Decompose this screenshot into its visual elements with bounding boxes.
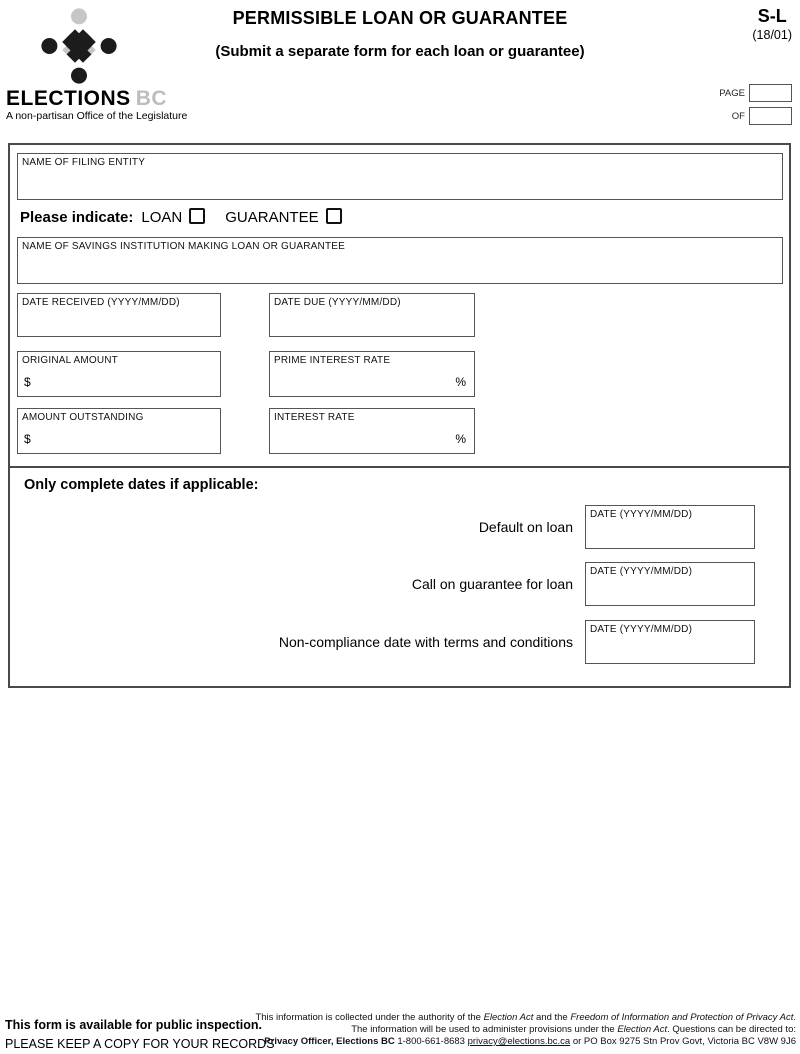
privacy-notice-line1 [255, 1012, 796, 1024]
filing-entity-field[interactable] [17, 153, 783, 200]
form-code: S-L [757, 6, 787, 26]
original-amount-field[interactable] [17, 351, 221, 397]
privacy-line1-text3: . [793, 1012, 796, 1023]
amount-outstanding-label: AMOUNT OUTSTANDING [22, 412, 144, 423]
loan-option-label: LOAN [141, 209, 183, 226]
public-inspection-note: This form is available for public inspection. [5, 1018, 262, 1032]
dates-section-heading: Only complete dates if applicable: [24, 477, 259, 493]
privacy-notice [255, 1012, 796, 1048]
call-on-guarantee-date-field[interactable] [585, 562, 755, 606]
section-divider [8, 466, 791, 468]
original-amount-label: ORIGINAL AMOUNT [22, 355, 118, 366]
prime-interest-rate-label: PRIME INTEREST RATE [274, 355, 391, 366]
keep-copy-note: PLEASE KEEP A COPY FOR YOUR RECORDS [5, 1037, 275, 1051]
page-title: PERMISSIBLE LOAN OR GUARANTEE [232, 8, 568, 28]
privacy-line1-text1: This information is collected under the authority of the [255, 1012, 484, 1023]
privacy-line2-text1: The information will be used to administer provisions under the [351, 1024, 618, 1035]
privacy-line2-text2: . Questions can be directed to: [667, 1024, 796, 1035]
amount-outstanding-currency: $ [24, 432, 31, 446]
non-compliance-date-field[interactable] [585, 620, 755, 664]
default-on-loan-date-label: DATE (YYYY/MM/DD) [590, 509, 693, 520]
filing-entity-label: NAME OF FILING ENTITY [22, 157, 146, 168]
institution-field[interactable] [17, 237, 783, 284]
date-received-label: DATE RECEIVED (YYYY/MM/DD) [22, 297, 180, 308]
guarantee-option-label: GUARANTEE [225, 209, 319, 226]
foippa-ref: Freedom of Information and Protection of Privacy Act [570, 1012, 794, 1023]
interest-rate-label: INTEREST RATE [274, 412, 355, 423]
indicate-prompt: Please indicate: [20, 209, 134, 226]
non-compliance-label: Non-compliance date with terms and conditions [278, 634, 573, 650]
loan-checkbox[interactable] [189, 208, 205, 224]
page-of-field[interactable] [749, 107, 792, 125]
privacy-officer-label: Privacy Officer, Elections BC [264, 1036, 395, 1047]
amount-outstanding-field[interactable] [17, 408, 221, 454]
brand-wordmark [6, 87, 167, 111]
privacy-phone: 1-800-661-8683 [394, 1036, 468, 1047]
call-on-guarantee-label: Call on guarantee for loan [411, 576, 573, 592]
prime-interest-rate-percent: % [455, 375, 466, 389]
date-due-label: DATE DUE (YYYY/MM/DD) [274, 297, 401, 308]
non-compliance-date-label: DATE (YYYY/MM/DD) [590, 624, 693, 635]
indicate-row [20, 208, 342, 226]
brand-sub: BC [135, 87, 168, 110]
date-received-field[interactable] [17, 293, 221, 337]
page-number-field[interactable] [749, 84, 792, 102]
brand-main: ELECTIONS [6, 87, 131, 110]
election-act-ref-2: Election Act [617, 1024, 668, 1035]
privacy-notice-line2 [255, 1024, 796, 1036]
of-label: OF [731, 110, 745, 122]
privacy-address: or PO Box 9275 Stn Prov Govt, Victoria BC V8W 9J6 [570, 1036, 796, 1047]
guarantee-checkbox[interactable] [326, 208, 342, 224]
form-version: (18/01) [752, 28, 792, 42]
call-on-guarantee-date-label: DATE (YYYY/MM/DD) [590, 566, 693, 577]
brand-tagline: A non-partisan Office of the Legislature [6, 110, 188, 122]
privacy-notice-line3 [255, 1036, 796, 1048]
interest-rate-percent: % [455, 432, 466, 446]
date-due-field[interactable] [269, 293, 475, 337]
election-act-ref: Election Act [483, 1012, 534, 1023]
institution-label: NAME OF SAVINGS INSTITUTION MAKING LOAN OR GUARANTEE [22, 241, 346, 252]
form-code-block [752, 6, 792, 42]
page-label: PAGE [719, 87, 745, 99]
interest-rate-field[interactable] [269, 408, 475, 454]
original-amount-currency: $ [24, 375, 31, 389]
prime-interest-rate-field[interactable] [269, 351, 475, 397]
privacy-line1-text2: and the [533, 1012, 571, 1023]
default-on-loan-label: Default on loan [478, 519, 573, 535]
page-subtitle: (Submit a separate form for each loan or guarantee) [215, 43, 585, 60]
page-of-row [732, 107, 792, 125]
page-number-row [719, 84, 792, 102]
default-on-loan-date-field[interactable] [585, 505, 755, 549]
privacy-email-link[interactable]: privacy@elections.bc.ca [467, 1036, 571, 1047]
